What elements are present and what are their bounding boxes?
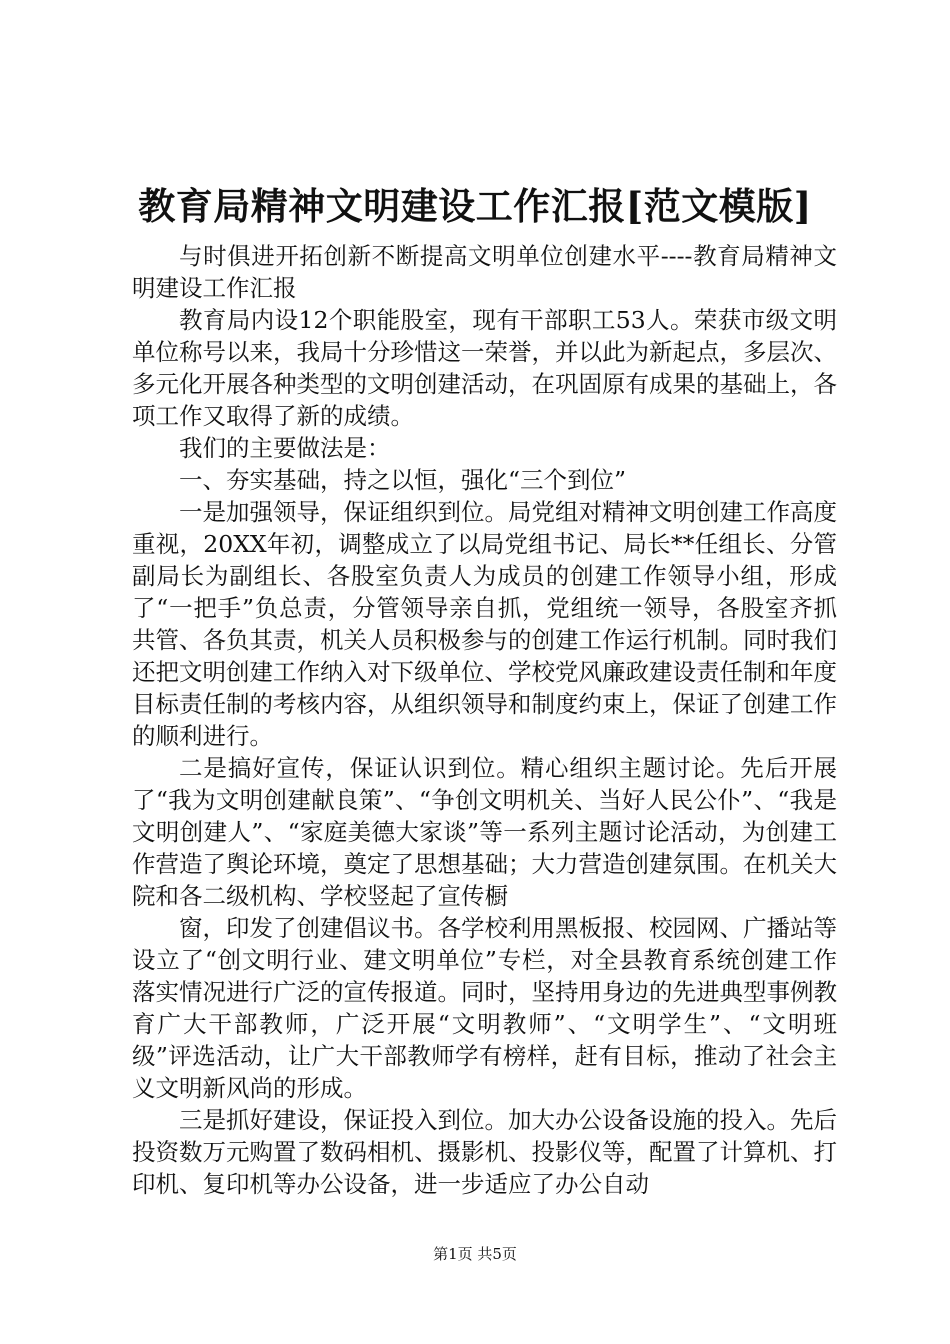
document-title: 教育局精神文明建设工作汇报[范文模版] [138, 184, 812, 228]
document-body [132, 240, 837, 1200]
section-heading: 一、夯实基础，持之以恒，强化“三个到位” [179, 466, 627, 494]
page-footer: 第1页 共5页 [433, 1245, 517, 1263]
paragraph: 一是加强领导，保证组织到位。局党组对精神文明创建工作高度重视，20XX年初，调整成立了以局党组书记、局长**任组长、分管副局长为副组长、各股室负责人为成员的创建工作领导小组，形成了“一把手”负总责，分管领导亲自抓，党组统一领导，各股室齐抓共管、各负其责，机关人员积极参与的创建工作运行机制。同时我们还把文明创建工作纳入对下级单位、学校党风廉政建设责任制和年度目标责任制的考核内容，从组织领导和制度约束上，保证了创建工作的顺利进行。 [132, 498, 837, 750]
paragraph: 窗，印发了创建倡议书。各学校利用黑板报、校园网、广播站等设立了“创文明行业、建文明单位”专栏，对全县教育系统创建工作落实情况进行广泛的宣传报道。同时，坚持用身边的先进典型事例教育广大干部教师，广泛开展“文明教师”、“文明学生”、“文明班级”评选活动，让广大干部教师学有榜样，赶有目标，推动了社会主义文明新风尚的形成。 [132, 914, 837, 1102]
paragraph: 二是搞好宣传，保证认识到位。精心组织主题讨论。先后开展了“我为文明创建献良策”、“争创文明机关、当好人民公仆”、“我是文明创建人”、“家庭美德大家谈”等一系列主题讨论活动，为创建工作营造了舆论环境，奠定了思想基础；大力营造创建氛围。在机关大院和各二级机构、学校竖起了宣传橱 [132, 754, 837, 910]
paragraph: 与时俱进开拓创新不断提高文明单位创建水平----教育局精神文明建设工作汇报 [132, 242, 837, 302]
paragraph: 三是抓好建设，保证投入到位。加大办公设备设施的投入。先后投资数万元购置了数码相机、摄影机、投影仪等，配置了计算机、打印机、复印机等办公设备，进一步适应了办公自动 [132, 1106, 837, 1198]
paragraph: 我们的主要做法是： [179, 434, 391, 462]
paragraph: 教育局内设12个职能股室，现有干部职工53人。荣获市级文明单位称号以来，我局十分珍惜这一荣誉，并以此为新起点，多层次、多元化开展各种类型的文明创建活动，在巩固原有成果的基础上，各项工作又取得了新的成绩。 [132, 306, 837, 430]
